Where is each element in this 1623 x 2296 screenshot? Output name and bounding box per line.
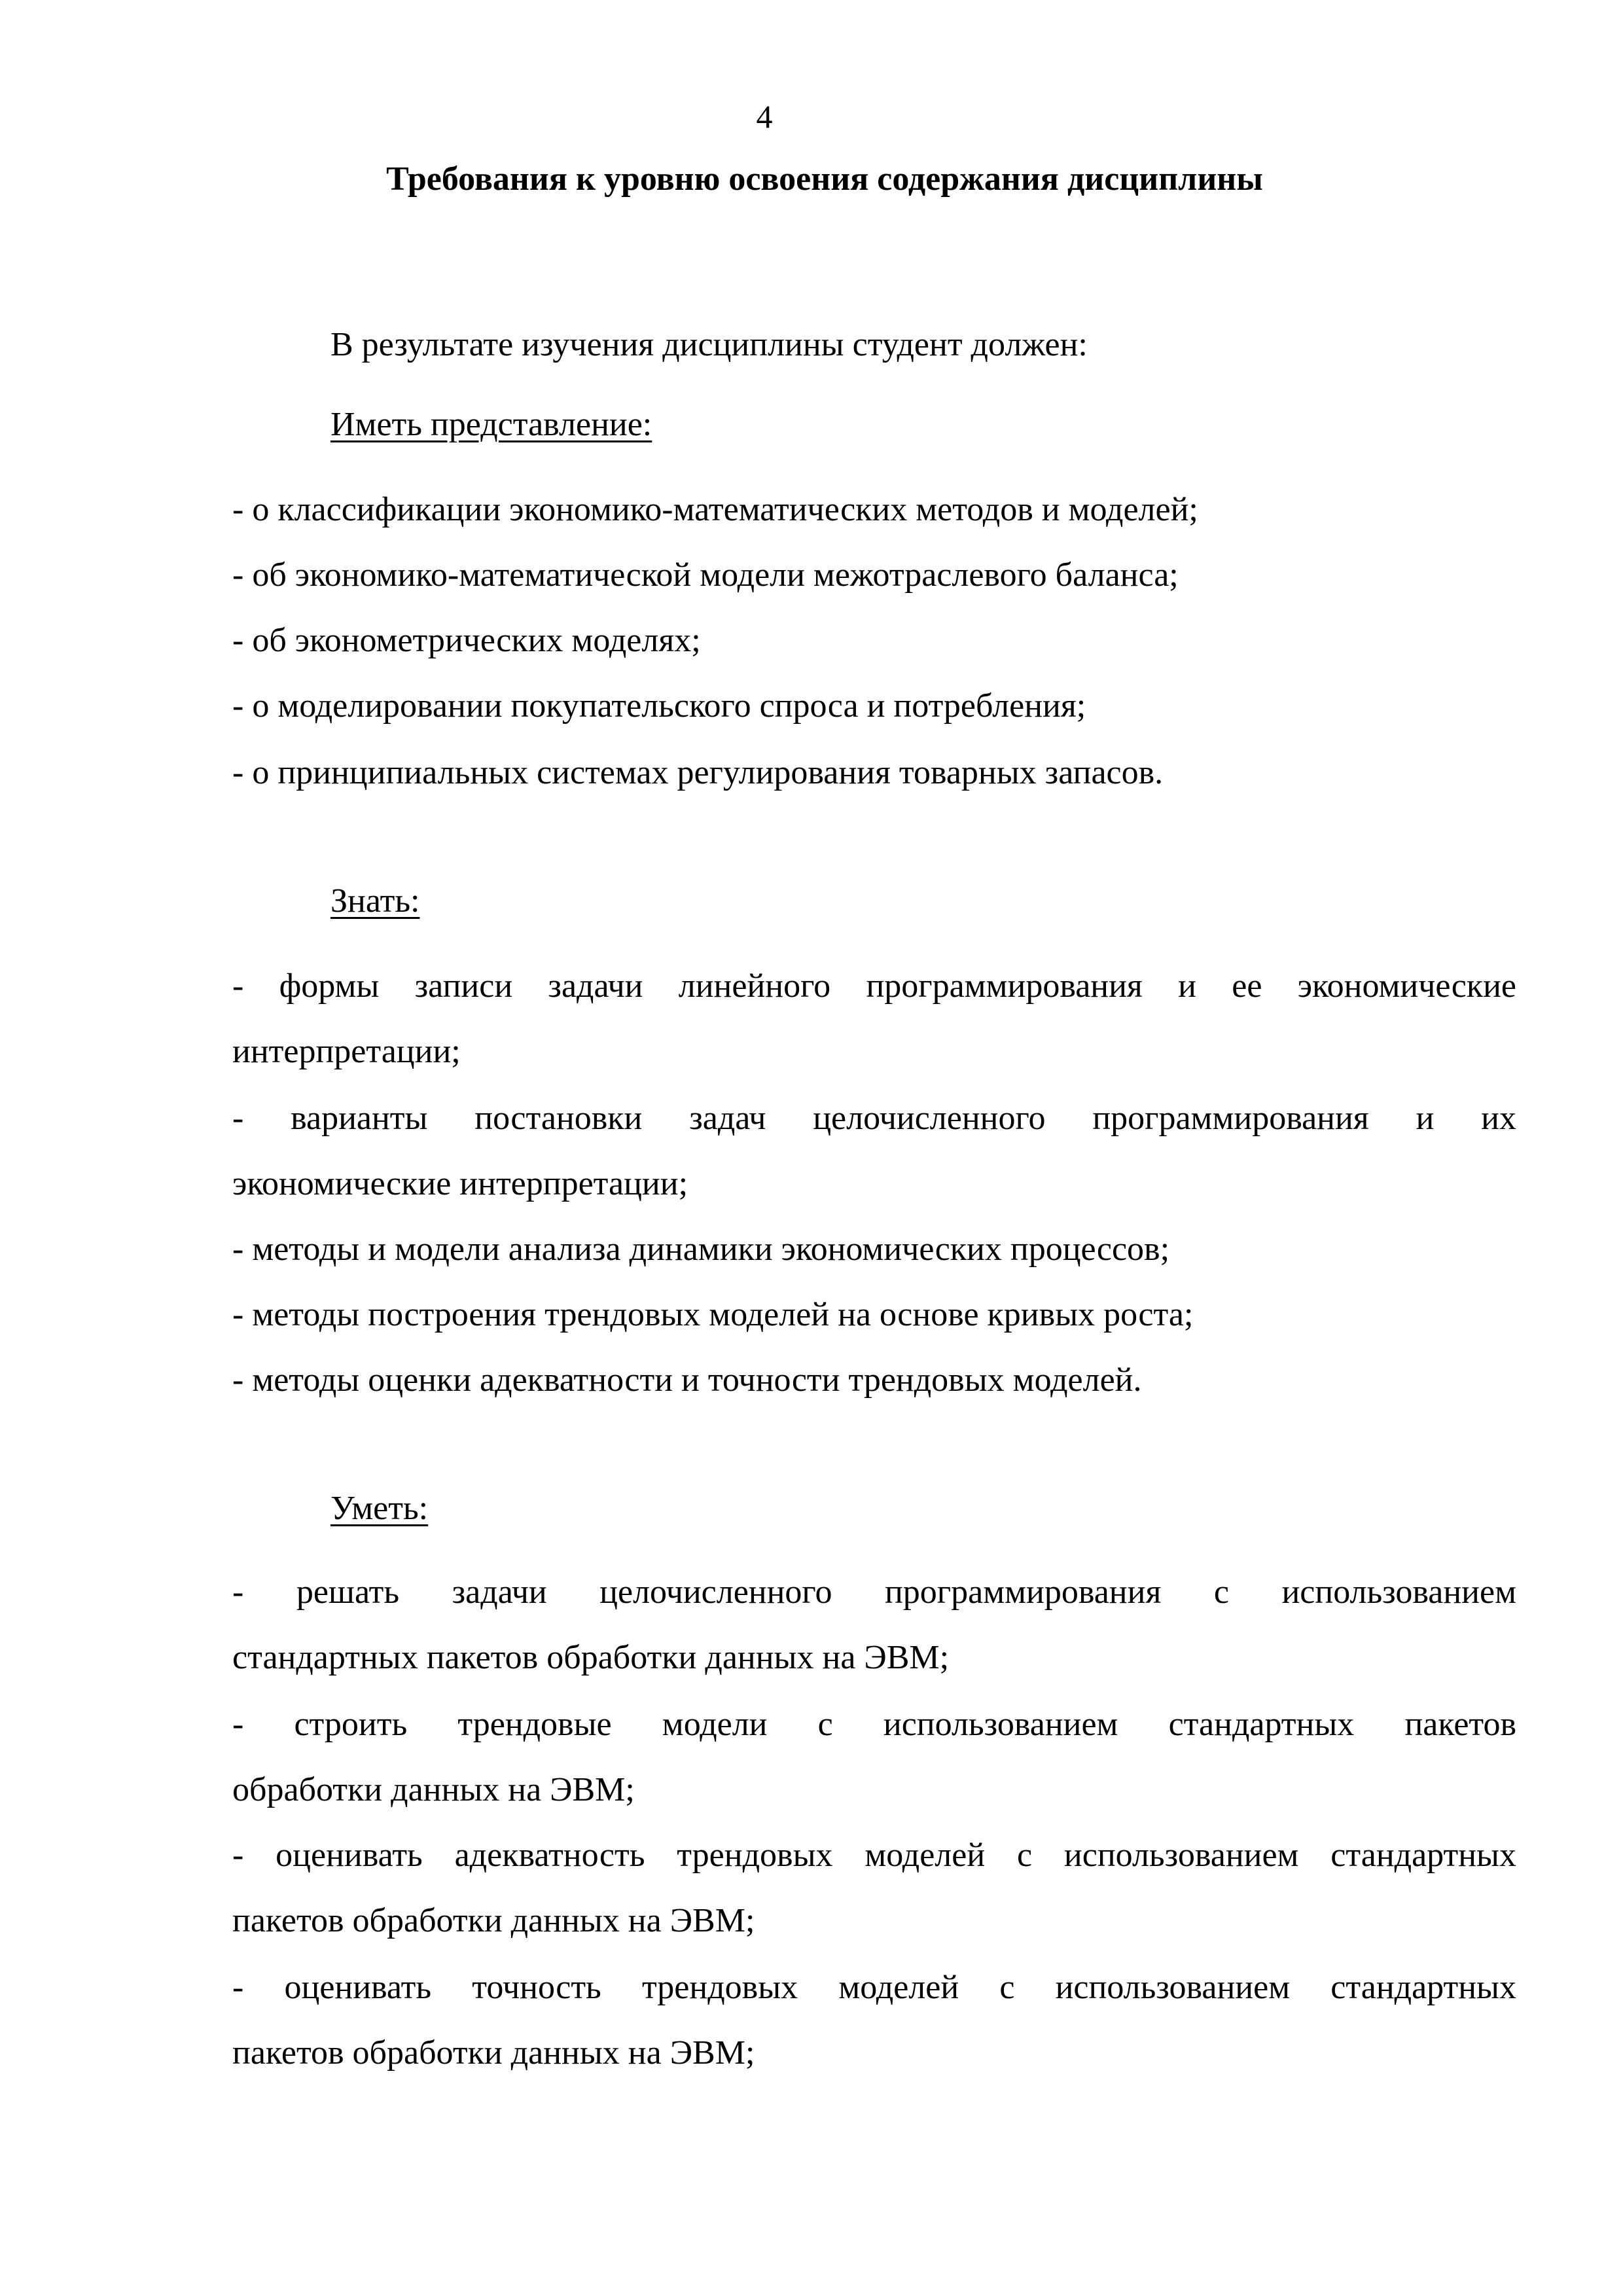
page-title: Требования к уровню освоения содержания дисциплины bbox=[386, 160, 1263, 198]
intro-text: В результате изучения дисциплины студент должен: bbox=[330, 326, 1088, 363]
list-item-line: - оценивать точность трендовых моделей с использованием стандартных bbox=[232, 1969, 1516, 2006]
list-item: - о классификации экономико-математических методов и моделей; bbox=[232, 491, 1198, 528]
section-heading-able: Уметь: bbox=[330, 1490, 429, 1527]
list-item-line: пакетов обработки данных на ЭВМ; bbox=[232, 1902, 755, 1939]
list-item: - о принципиальных системах регулирования товарных запасов. bbox=[232, 754, 1164, 791]
list-item-line: стандартных пакетов обработки данных на ЭВМ; bbox=[232, 1639, 950, 1676]
list-item-line: - варианты постановки задач целочисленного программирования и их bbox=[232, 1100, 1516, 1137]
list-item: - методы оценки адекватности и точности трендовых моделей. bbox=[232, 1361, 1142, 1399]
list-item: - об экономико-математической модели межотраслевого баланса; bbox=[232, 556, 1179, 594]
section-heading-represent: Иметь представление: bbox=[330, 406, 652, 443]
list-item-line: пакетов обработки данных на ЭВМ; bbox=[232, 2034, 755, 2072]
page-number: 4 bbox=[756, 98, 773, 135]
list-item: - методы и модели анализа динамики экономических процессов; bbox=[232, 1230, 1170, 1268]
list-item-line: экономические интерпретации; bbox=[232, 1165, 688, 1202]
list-item: - методы построения трендовых моделей на основе кривых роста; bbox=[232, 1296, 1194, 1333]
list-item-line: обработки данных на ЭВМ; bbox=[232, 1771, 635, 1808]
list-item-line: - формы записи задачи линейного программирования и ее экономические bbox=[232, 967, 1516, 1005]
list-item-line: - решать задачи целочисленного программирования с использованием bbox=[232, 1573, 1516, 1611]
list-item-line: интерпретации; bbox=[232, 1033, 461, 1070]
list-item-line: - оценивать адекватность трендовых моделей с использованием стандартных bbox=[232, 1837, 1516, 1874]
list-item: - о моделировании покупательского спроса и потребления; bbox=[232, 687, 1086, 725]
list-item: - об эконометрических моделях; bbox=[232, 622, 701, 659]
section-heading-know: Знать: bbox=[330, 882, 420, 920]
list-item-line: - строить трендовые модели с использованием стандартных пакетов bbox=[232, 1706, 1516, 1743]
